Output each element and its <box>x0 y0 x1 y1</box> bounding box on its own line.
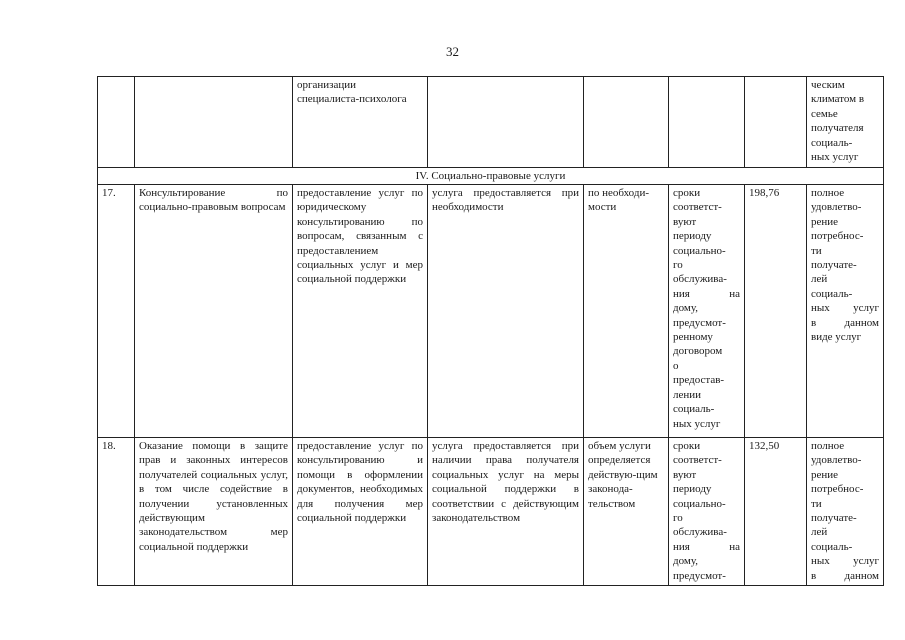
cell-text: ческим <box>811 79 845 91</box>
cell-text: вуют <box>673 468 697 481</box>
cell-description: предоставление услуг по юридическому консультированию по вопросам, связанным с предоставлением социальных услуг и мер социальной поддержки <box>293 185 428 438</box>
cell-text: о <box>673 359 679 372</box>
cell-text: сроки <box>673 187 701 199</box>
cell-text: ти <box>811 497 822 510</box>
cell-text: предусмот- <box>673 316 726 329</box>
cell-text: удовлетво- <box>811 201 862 214</box>
cell-quality <box>807 438 884 586</box>
cell-text: сроки <box>673 440 701 452</box>
cell-text: лей <box>811 526 828 539</box>
cell-text: социаль- <box>811 136 853 149</box>
cell-text: ных услуг <box>811 151 859 164</box>
cell-text: в данном <box>811 316 879 329</box>
cell-text: виде услуг <box>811 331 862 344</box>
cell-text: получате- <box>811 512 857 525</box>
cell-text: го <box>673 259 683 272</box>
cell-text: рение <box>811 468 839 481</box>
cell-text: социаль- <box>673 403 715 416</box>
cell-text: полное <box>811 187 845 199</box>
cell-deadline <box>669 77 745 168</box>
cell-text: лей <box>811 273 828 286</box>
cell-description: предоставление услуг по консультированию и помощи в оформлении документов, необходимых для получения мер социальной поддержки <box>293 438 428 586</box>
cell-text: ния на <box>673 287 740 300</box>
cell-text: обслужива- <box>673 273 727 286</box>
cell-volume: объем услуги определяется действую-щим законода-тельством <box>584 438 669 586</box>
cell-volume: по необходи-мости <box>584 185 669 438</box>
cell-text: семье <box>811 107 838 120</box>
cell-text: в данном <box>811 569 879 582</box>
cell-num <box>98 77 135 168</box>
cell-text: лении <box>673 388 702 401</box>
cell-text: социаль- <box>811 287 853 300</box>
continued-row <box>98 77 884 168</box>
cell-deadline <box>669 438 745 586</box>
cell-text: удовлетво- <box>811 454 862 467</box>
cell-text: организации <box>297 79 357 91</box>
cell-text: периоду <box>673 483 712 496</box>
cell-text: специалиста-психолога <box>297 93 407 106</box>
services-table <box>97 76 884 586</box>
cell-text: ния на <box>673 540 740 553</box>
cell-text: рение <box>811 215 839 228</box>
cell-description <box>293 77 428 168</box>
cell-text: ренному <box>673 331 713 344</box>
table-row <box>98 438 884 586</box>
cell-conditions <box>428 77 584 168</box>
cell-text: климатом в <box>811 93 865 106</box>
section-header-row <box>98 168 884 185</box>
cell-conditions: услуга предоставляется при необходимости <box>428 185 584 438</box>
cell-text: ных услуг <box>673 417 721 430</box>
cell-text: договором <box>673 345 723 358</box>
page-number: 32 <box>446 44 459 59</box>
cell-num: 18. <box>98 438 135 586</box>
cell-quality <box>807 77 884 168</box>
cell-text: полное <box>811 440 845 452</box>
cell-text: предусмот- <box>673 569 726 582</box>
cell-conditions: услуга предоставляется при наличии права получателя социальных услуг на меры социальной поддержки в соответствии с действующим законодательством <box>428 438 584 586</box>
cell-price <box>745 77 807 168</box>
cell-num: 17. <box>98 185 135 438</box>
cell-text: ных услуг <box>811 555 879 568</box>
cell-text: получателя <box>811 122 864 135</box>
cell-text: соответст- <box>673 201 722 214</box>
cell-name: Оказание помощи в защите прав и законных интересов получателей социальных услуг, в том числе содействие в получении установленных действующим законодательством мер социальной поддержки <box>135 438 293 586</box>
cell-text: дому, <box>673 302 698 315</box>
cell-deadline <box>669 185 745 438</box>
cell-text: ных услуг <box>811 302 879 315</box>
cell-quality <box>807 185 884 438</box>
cell-text: предостав- <box>673 374 725 387</box>
cell-text: социаль- <box>811 540 853 553</box>
cell-text: обслужива- <box>673 526 727 539</box>
cell-name: Консультирование по социально-правовым вопросам <box>135 185 293 438</box>
section-title: IV. Социально-правовые услуги <box>98 168 884 185</box>
cell-text: го <box>673 512 683 525</box>
cell-text: соответст- <box>673 454 722 467</box>
cell-text: периоду <box>673 230 712 243</box>
cell-price: 198,76 <box>745 185 807 438</box>
cell-text: социально- <box>673 244 726 257</box>
table-row <box>98 185 884 438</box>
cell-volume <box>584 77 669 168</box>
cell-text: потребнос- <box>811 483 864 496</box>
cell-text: получате- <box>811 259 857 272</box>
cell-price: 132,50 <box>745 438 807 586</box>
cell-name <box>135 77 293 168</box>
cell-text: дому, <box>673 555 698 568</box>
cell-text: ти <box>811 244 822 257</box>
cell-text: вуют <box>673 215 697 228</box>
cell-text: потребнос- <box>811 230 864 243</box>
cell-text: социально- <box>673 497 726 510</box>
